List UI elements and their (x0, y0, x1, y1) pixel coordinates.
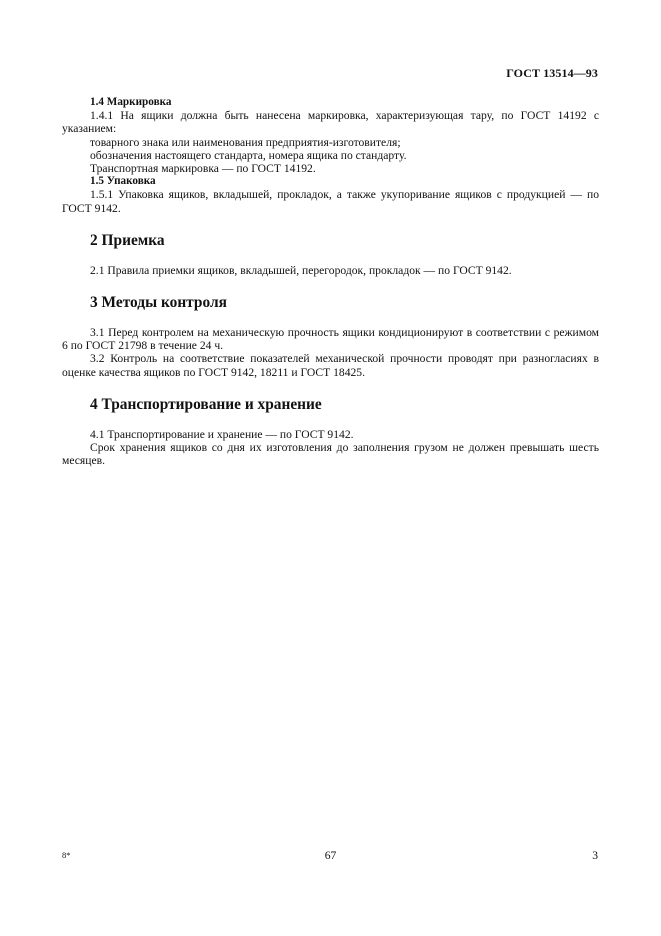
section-title-control-methods: 3 Методы контроля (90, 294, 227, 312)
list-item-designation: обозначения настоящего стандарта, номера ящика по стандарту. (90, 148, 407, 162)
footer-center-number: 67 (324, 849, 337, 862)
paragraph-2-1: 2.1 Правила приемки ящиков, вкладышей, перегородок, прокладок — по ГОСТ 9142. (90, 263, 512, 277)
paragraph-1-5-1: 1.5.1 Упаковка ящиков, вкладышей, прокладок, а также укупоривание ящиков с продукцией — по ГОСТ 9142. (62, 188, 599, 215)
paragraph-1-4-1: 1.4.1 На ящики должна быть нанесена маркировка, характеризующая тару, по ГОСТ 14192 с указанием: (62, 109, 599, 136)
document-body (62, 96, 599, 467)
subsection-title-marking: 1.4 Маркировка (90, 96, 172, 108)
subsection-title-packaging: 1.5 Упаковка (90, 175, 156, 188)
standard-code-header: ГОСТ 13514—93 (506, 66, 598, 80)
section-title-acceptance: 2 Приемка (90, 231, 165, 249)
list-item-trademark: товарного знака или наименования предприятия-изготовителя; (90, 135, 401, 149)
section-title-transport-storage: 4 Транспортирование и хранение (90, 395, 322, 413)
footer-sheet-mark: 8* (62, 850, 71, 860)
paragraph-3-1: 3.1 Перед контролем на механическую прочность ящики кондиционируют в соответствии с режимом 6 по ГОСТ 21798 в течение 24 ч. (62, 326, 599, 353)
paragraph-transport-marking: Транспортная маркировка — по ГОСТ 14192. (90, 162, 316, 176)
paragraph-3-2: 3.2 Контроль на соответствие показателей механической прочности проводят при разногласиях в оценке качества ящиков по ГОСТ 9142, 18211 и ГОСТ 18425. (62, 352, 599, 379)
paragraph-4-1: 4.1 Транспортирование и хранение — по ГОСТ 9142. (90, 427, 354, 441)
page-number: 3 (592, 849, 598, 862)
paragraph-storage-period: Срок хранения ящиков со дня их изготовления до заполнения грузом не должен превышать шесть месяцев. (62, 441, 599, 468)
